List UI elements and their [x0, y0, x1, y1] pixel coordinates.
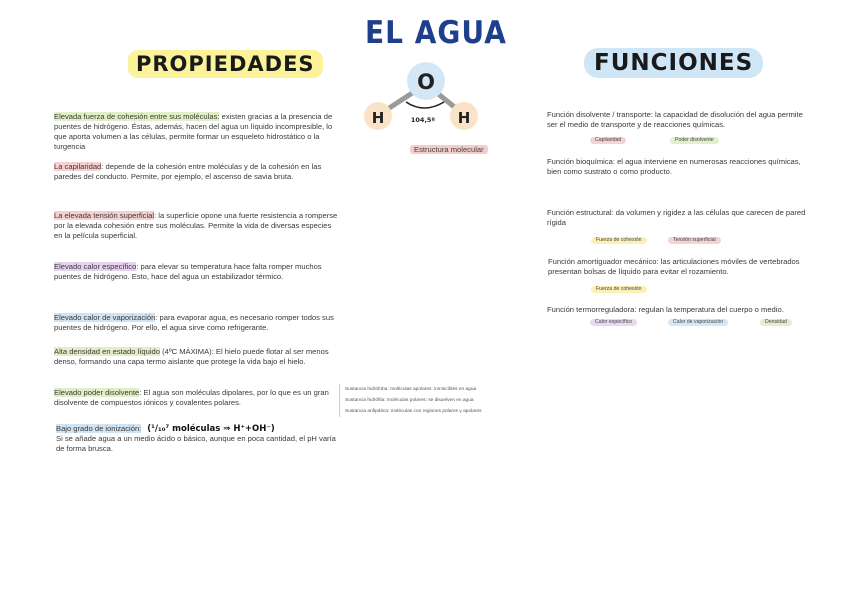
- property-text: : El agua son moléculas dipolares, por lo que es un gran disolvente de compuestos iónicos y covalentes polares.: [54, 388, 329, 407]
- property-vaporization-heat: [54, 313, 339, 333]
- main-title: EL AGUA: [365, 14, 507, 51]
- property-text: : depende de la cohesión entre moléculas y de la cohesión en las paredes del conducto. Permite, por ejemplo, el ascenso de savia bruta.: [54, 162, 322, 181]
- tag-calor-vaporizacion: Calor de vaporización: [668, 319, 728, 326]
- property-label: Elevado calor específico: [54, 262, 137, 271]
- tag-poder-disolvente: Poder disolvente: [670, 137, 719, 144]
- tag-densidad: Densidad: [760, 319, 792, 326]
- property-ionization: [56, 424, 341, 454]
- function-solvent-transport: Función disolvente / transporte: la capacidad de disolución del agua permite ser el medio de transporte y de reacciones químicas.: [547, 110, 803, 129]
- property-solvent: [54, 388, 339, 408]
- property-label: La elevada tensión superficial: [54, 211, 155, 220]
- function-mechanical-damper: Función amortiguador mecánico: las articulaciones móviles de vertebrados presentan bolsas de líquido para evitar el rozamiento.: [548, 257, 800, 276]
- function-thermoregulation: Función termorreguladora: regulan la temperatura del cuerpo o medio.: [547, 305, 784, 314]
- tag-fuerza-cohesion: Fuerza de cohesión: [591, 237, 647, 244]
- property-specific-heat: [54, 262, 339, 282]
- property-text: (4ºC MÁXIMA): El hielo puede flotar al ser menos denso, formando una capa termo aislante que protege la vida bajo el hielo.: [54, 347, 329, 366]
- property-text: existen gracias a la presencia de puentes de hidrógeno. Éstas, además, hacen del agua un líquido incompresible, lo que aporta volumen a las células, permite formar un esqueleto hidrostático o la turgencia: [54, 112, 333, 151]
- property-label: Alta densidad en estado líquido: [54, 347, 160, 356]
- property-text: : para elevar su temperatura hace falta romper muchos puentes de hidrógeno. Esto, hace del agua un estabilizador térmico.: [54, 262, 322, 281]
- ionization-formula: (¹/₁₀⁷ moléculas ⇒ H⁺+OH⁻): [147, 424, 275, 434]
- tag-calor-especifico: Calor específico: [590, 319, 637, 326]
- note-amphipathic: Sustancia anfipática: moléculas con regiones polares y apolares: [345, 409, 482, 414]
- hydrogen-symbol-left: H: [371, 109, 385, 127]
- property-label: Elevado calor de vaporización: [54, 313, 156, 322]
- property-cohesion: [54, 112, 339, 152]
- property-text: : la superficie opone una fuerte resistencia a romperse por la elevada cohesión entre sus moléculas. Permite la vida de diversas especies en la película superficial.: [54, 211, 338, 240]
- tag-tension-superficial: Tensión superficial: [668, 237, 721, 244]
- functions-heading: FUNCIONES: [584, 48, 763, 78]
- note-hydrophobic: Sustancia hidrófoba: moléculas apolares: inmiscibles en agua: [345, 387, 477, 392]
- function-structural: Función estructural: da volumen y rigidez a las células que carecen de pared rígida: [547, 208, 806, 227]
- molecule-structure-label: Estructura molecular: [410, 145, 488, 154]
- hydrogen-symbol-right: H: [457, 109, 471, 127]
- property-label: Bajo grado de ionización:: [56, 424, 142, 433]
- note-hydrophilic: Sustancia hidrófila: moléculas polares: se disuelven en agua: [345, 398, 474, 403]
- bond-angle-label: 104,5º: [410, 116, 436, 124]
- solvent-notes: [339, 384, 482, 417]
- property-label: Elevada fuerza de cohesión entre sus moléculas:: [54, 112, 220, 121]
- bond-angle-arc: [406, 102, 444, 108]
- function-biochemical: Función bioquímica: el agua interviene en numerosas reacciones químicas, bien como sustrato o como producto.: [547, 157, 801, 176]
- water-molecule-diagram: [356, 56, 496, 146]
- tag-capilaridad: Capilaridad: [590, 137, 626, 144]
- property-label: La capilaridad: [54, 162, 102, 171]
- property-text: : para evaporar agua, es necesario romper todos sus puentes de hidrógeno. Por ello, el agua sirve como refrigerante.: [54, 313, 334, 332]
- property-capillarity: [54, 162, 339, 182]
- property-label: Elevado poder disolvente: [54, 388, 140, 397]
- property-text: Si se añade agua a un medio ácido o básico, aunque en poca cantidad, el pH varía de forma brusca.: [56, 434, 336, 453]
- tag-fuerza-cohesion-2: Fuerza de cohesión: [591, 286, 647, 293]
- oxygen-symbol: O: [417, 70, 435, 94]
- property-surface-tension: [54, 211, 339, 241]
- property-density: [54, 347, 339, 367]
- properties-heading: PROPIEDADES: [128, 50, 323, 78]
